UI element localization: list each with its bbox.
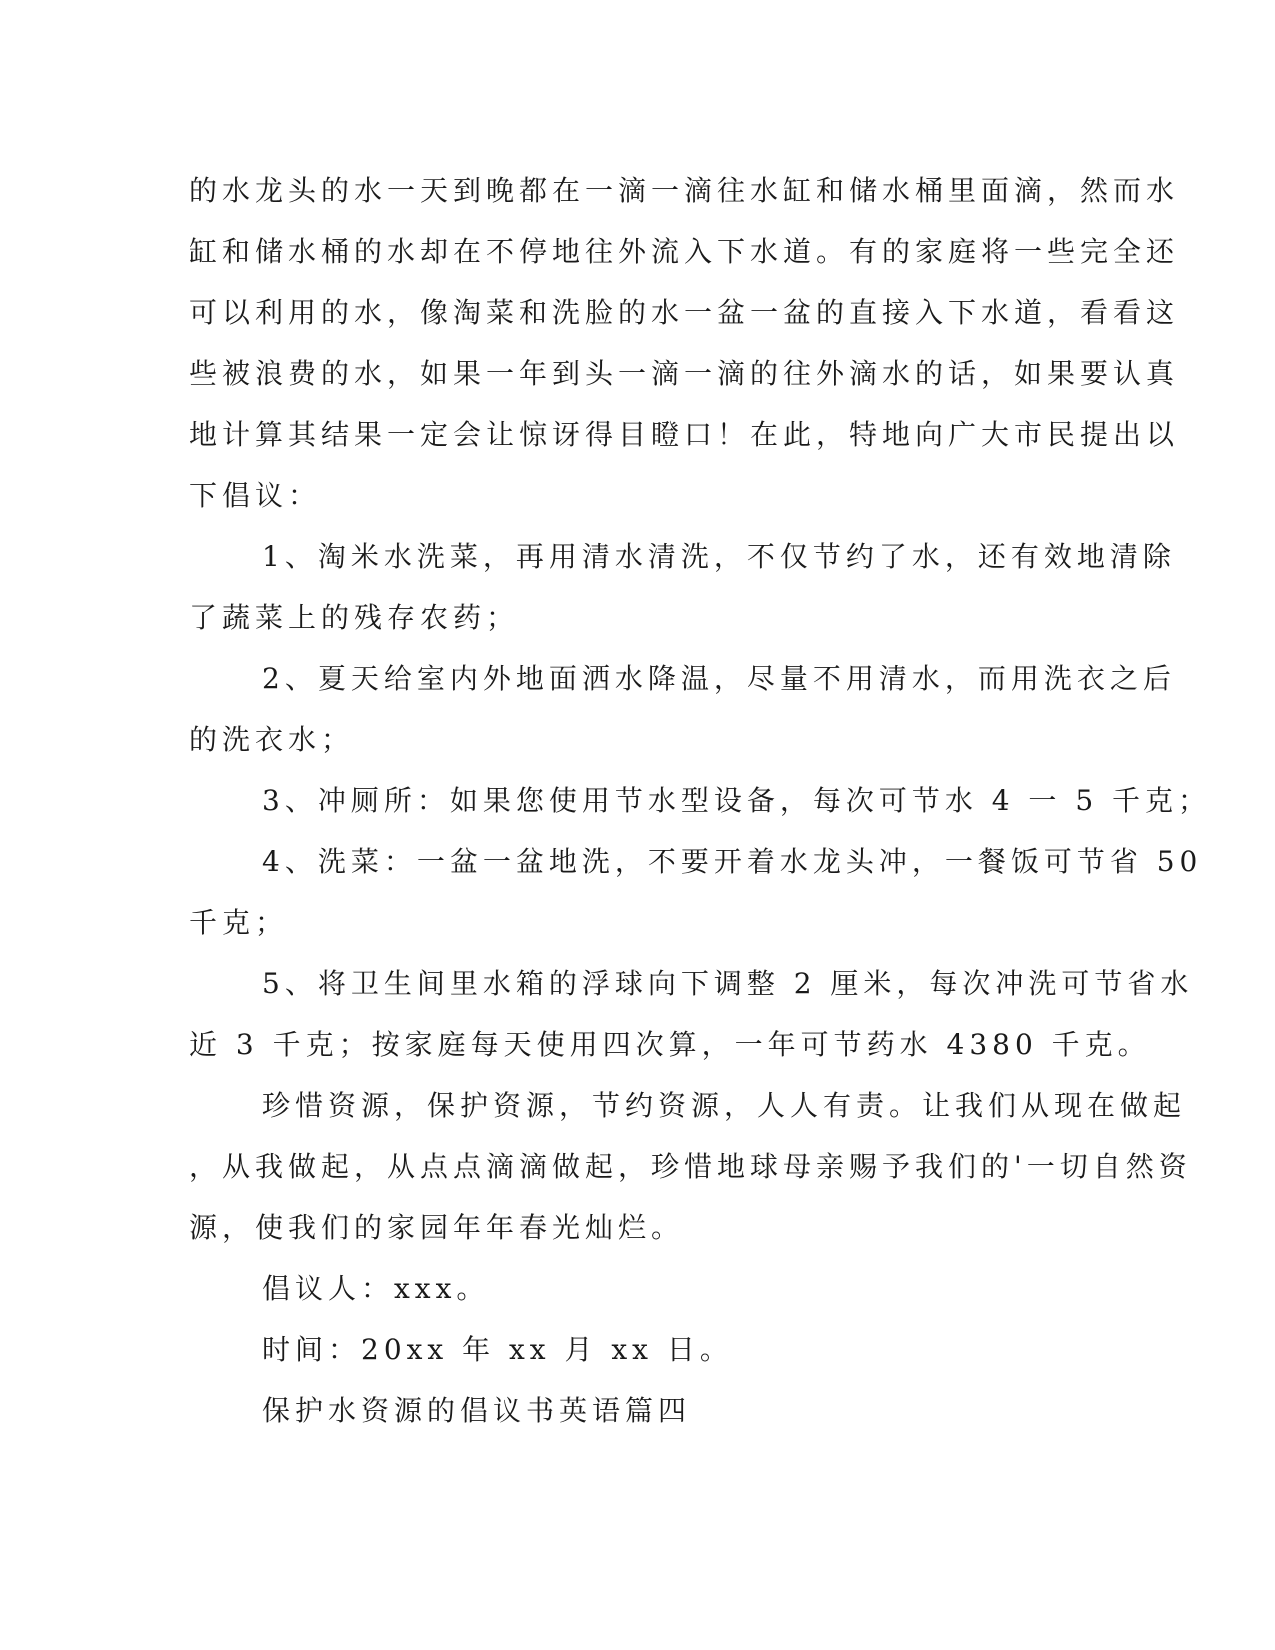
text-line: 5、将卫生间里水箱的浮球向下调整 2 厘米，每次冲洗可节省水	[262, 967, 1194, 1000]
text-line: 些被浪费的水，如果一年到头一滴一滴的往外滴水的话，如果要认真	[189, 357, 1180, 390]
text-line: 千克；	[189, 906, 289, 939]
text-line: 地计算其结果一定会让惊讶得目瞪口！在此，特地向广大市民提出以	[189, 418, 1180, 451]
text-line: 1、淘米水洗菜，再用清水清洗，不仅节约了水，还有效地清除	[262, 540, 1176, 573]
text-line: 2、夏天给室内外地面洒水降温，尽量不用清水，而用洗衣之后	[262, 662, 1176, 695]
text-line: ，从我做起，从点点滴滴做起，珍惜地球母亲赐予我们的'一切自然资	[189, 1150, 1192, 1183]
text-line: 保护水资源的倡议书英语篇四	[262, 1394, 692, 1427]
text-line: 4、洗菜：一盆一盆地洗，不要开着水龙头冲，一餐饭可节省 50	[262, 845, 1203, 878]
text-line: 源，使我们的家园年年春光灿烂。	[189, 1211, 685, 1244]
text-line: 近 3 千克；按家庭每天使用四次算，一年可节药水 4380 千克。	[189, 1028, 1151, 1061]
text-line: 可以利用的水，像淘菜和洗脸的水一盆一盆的直接入下水道，看看这	[189, 296, 1180, 329]
text-line: 下倡议：	[189, 479, 322, 512]
document-body	[189, 160, 1212, 1441]
text-line: 了蔬菜上的残存农药；	[189, 601, 520, 634]
text-line: 的洗衣水；	[189, 723, 355, 756]
text-line: 缸和储水桶的水却在不停地往外流入下水道。有的家庭将一些完全还	[189, 235, 1180, 268]
text-line: 珍惜资源，保护资源，节约资源，人人有责。让我们从现在做起	[262, 1089, 1187, 1122]
text-line: 倡议人：xxx。	[262, 1272, 490, 1305]
text-line: 的水龙头的水一天到晚都在一滴一滴往水缸和储水桶里面滴，然而水	[189, 174, 1180, 207]
text-line: 3、冲厕所：如果您使用节水型设备，每次可节水 4 一 5 千克；	[262, 784, 1212, 817]
text-line: 时间：20xx 年 xx 月 xx 日。	[262, 1333, 733, 1366]
